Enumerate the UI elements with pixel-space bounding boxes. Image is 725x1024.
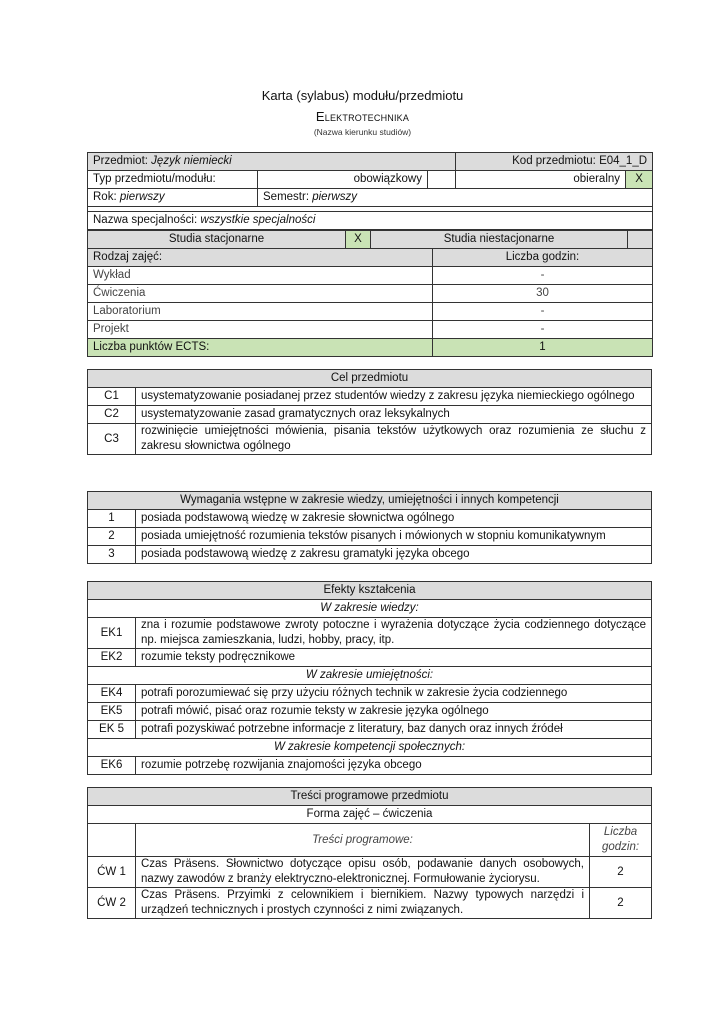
cel-table xyxy=(87,369,652,455)
tresci-hours: 2 xyxy=(590,857,652,888)
tresci-header-empty xyxy=(88,824,136,857)
typ-label: Typ przedmiotu/modułu: xyxy=(88,171,258,189)
efekt-code: EK2 xyxy=(88,649,136,667)
godziny-label: Liczba godzin: xyxy=(433,249,653,267)
course-name: Elektrotechnika xyxy=(315,109,410,124)
obowiazkowy-label: obowiązkowy xyxy=(258,171,428,189)
stacjonarne-checkbox: X xyxy=(346,231,371,249)
zajecia-hours: - xyxy=(433,267,653,285)
zajecia-hours: 30 xyxy=(433,285,653,303)
efekt-text: potrafi mówić, pisać oraz rozumie teksty w zakresie języka ogólnego xyxy=(136,703,652,721)
obieralny-label: obieralny xyxy=(456,171,626,189)
efekt-code: EK4 xyxy=(88,685,136,703)
wymagania-text: posiada podstawową wiedzę w zakresie słownictwa ogólnego xyxy=(136,510,652,528)
kompetencje-label: W zakresie kompetencji społecznych: xyxy=(88,739,652,757)
info-table xyxy=(87,152,653,230)
wymagania-text: posiada umiejętność rozumienia tekstów pisanych i mówionych w stopniu komunikatywnym xyxy=(136,528,652,546)
efekt-text: rozumie potrzebę rozwijania znajomości języka obcego xyxy=(136,757,652,775)
efekt-code: EK5 xyxy=(88,703,136,721)
specjalnosc-cell: Nazwa specjalności: wszystkie specjalności xyxy=(88,212,653,230)
ects-value: 1 xyxy=(433,339,653,357)
tresci-text: Czas Präsens. Przyimki z celownikiem i biernikiem. Nazwy typowych narzędzi i urządzeń technicznych i prostych czynności z nimi związanych. xyxy=(136,888,590,919)
cel-title: Cel przedmiotu xyxy=(88,370,652,388)
umiejetnosci-label: W zakresie umiejętności: xyxy=(88,667,652,685)
wymagania-text: posiada podstawową wiedzę z zakresu gramatyki języka obcego xyxy=(136,546,652,564)
wymagania-code: 1 xyxy=(88,510,136,528)
tresci-code: ĆW 2 xyxy=(88,888,136,919)
tresci-code: ĆW 1 xyxy=(88,857,136,888)
cel-text: rozwinięcie umiejętności mówienia, pisania tekstów użytkowych oraz rozumienia ze słuchu z zakresu słownictwa ogólnego xyxy=(136,424,652,455)
kod-cell: Kod przedmiotu: E04_1_D xyxy=(456,153,653,171)
zajecia-name: Wykład xyxy=(88,267,433,285)
zajecia-hours: - xyxy=(433,303,653,321)
cel-text: usystematyzowanie posiadanej przez studentów wiedzy z zakresu języka niemieckiego ogólnego xyxy=(136,388,652,406)
tresci-hours: 2 xyxy=(590,888,652,919)
efekt-text: rozumie teksty podręcznikowe xyxy=(136,649,652,667)
semestr-cell: Semestr: pierwszy xyxy=(258,189,653,207)
tresci-title: Treści programowe przedmiotu xyxy=(88,788,652,806)
zajecia-name: Ćwiczenia xyxy=(88,285,433,303)
obowiazkowy-checkbox xyxy=(428,171,456,189)
tresci-table xyxy=(87,787,652,919)
przedmiot-cell: Przedmiot: Język niemiecki xyxy=(88,153,456,171)
zajecia-name: Laboratorium xyxy=(88,303,433,321)
stacjonarne-label: Studia stacjonarne xyxy=(88,231,346,249)
efekty-title: Efekty kształcenia xyxy=(88,582,652,600)
efekt-text: potrafi pozyskiwać potrzebne informacje z literatury, baz danych oraz innych źródeł xyxy=(136,721,652,739)
wymagania-code: 3 xyxy=(88,546,136,564)
page-title: Karta (sylabus) modułu/przedmiotu xyxy=(261,88,464,103)
cel-code: C3 xyxy=(88,424,136,455)
niestacjonarne-label: Studia niestacjonarne xyxy=(371,231,628,249)
efekt-code: EK6 xyxy=(88,757,136,775)
ects-label: Liczba punktów ECTS: xyxy=(88,339,433,357)
efekty-table xyxy=(87,581,652,775)
zajecia-name: Projekt xyxy=(88,321,433,339)
hours-table xyxy=(87,230,653,357)
obieralny-checkbox: X xyxy=(626,171,653,189)
zajecia-hours: - xyxy=(433,321,653,339)
wymagania-code: 2 xyxy=(88,528,136,546)
cel-text: usystematyzowanie zasad gramatycznych oraz leksykalnych xyxy=(136,406,652,424)
wiedza-label: W zakresie wiedzy: xyxy=(88,600,652,618)
cel-code: C1 xyxy=(88,388,136,406)
rok-cell: Rok: pierwszy xyxy=(88,189,258,207)
tresci-text: Czas Präsens. Słownictwo dotyczące opisu osób, podawanie danych osobowych, nazwy zawodów z branży elektryczno-elektronicznej. Formułowanie życiorysu. xyxy=(136,857,590,888)
wymagania-table xyxy=(87,491,652,564)
tresci-col-header: Treści programowe: xyxy=(136,824,590,857)
rodzaj-label: Rodzaj zajęć: xyxy=(88,249,433,267)
niestacjonarne-checkbox xyxy=(628,231,653,249)
cel-code: C2 xyxy=(88,406,136,424)
efekt-code: EK 5 xyxy=(88,721,136,739)
wymagania-title: Wymagania wstępne w zakresie wiedzy, umiejętności i innych kompetencji xyxy=(88,492,652,510)
efekt-text: zna i rozumie podstawowe zwroty potoczne i wyrażenia dotyczące życia codziennego dotyczące np. miejsca zamieszkania, ludzi, hobby, pracy, itp. xyxy=(136,618,652,649)
godzin-col-header: Liczba godzin: xyxy=(590,824,652,857)
course-name-note: (Nazwa kierunku studiów) xyxy=(313,127,412,137)
efekt-code: EK1 xyxy=(88,618,136,649)
forma-zajec: Forma zajęć – ćwiczenia xyxy=(88,806,652,824)
efekt-text: potrafi porozumiewać się przy użyciu różnych technik w zakresie życia codziennego xyxy=(136,685,652,703)
